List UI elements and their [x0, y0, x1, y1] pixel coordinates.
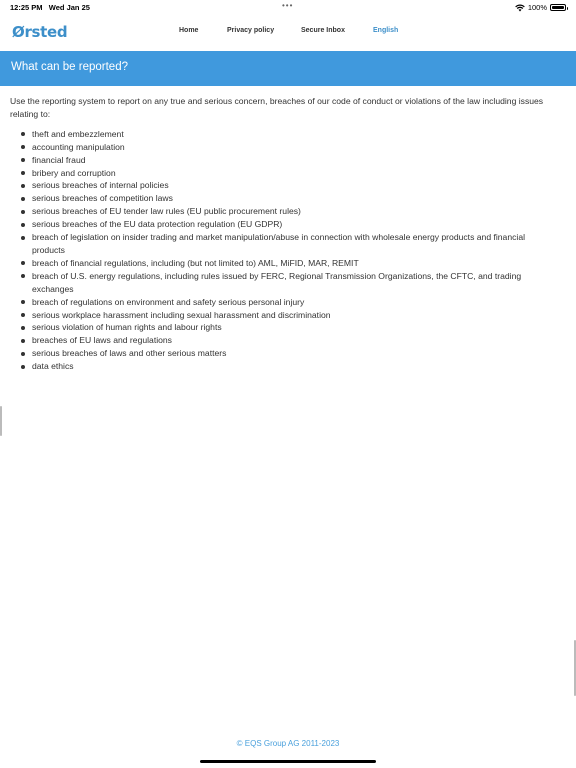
- list-item: serious breaches of competition laws: [10, 192, 558, 205]
- orsted-logo[interactable]: Ørsted: [12, 23, 68, 41]
- list-item: breach of U.S. energy regulations, including rules issued by FERC, Regional Transmission Organizations, the CFTC, and trading exchanges: [10, 270, 558, 296]
- list-item: data ethics: [10, 360, 558, 373]
- list-item: breaches of EU laws and regulations: [10, 334, 558, 347]
- intro-text: Use the reporting system to report on any true and serious concern, breaches of our code of conduct or violations of the law including issues relating to:: [10, 96, 544, 119]
- site-header: [0, 14, 576, 50]
- battery-percent: 100%: [527, 3, 547, 12]
- list-item: financial fraud: [10, 154, 558, 167]
- list-item: breach of financial regulations, including (but not limited to) AML, MiFID, MAR, REMIT: [10, 257, 558, 270]
- list-item: serious breaches of EU tender law rules (EU public procurement rules): [10, 205, 558, 218]
- list-item: bribery and corruption: [10, 167, 558, 180]
- list-item: serious workplace harassment including sexual harassment and discrimination: [10, 309, 558, 322]
- language-selector[interactable]: English: [373, 27, 399, 34]
- nav-privacy-policy-link[interactable]: Privacy policy: [227, 27, 275, 34]
- list-item: serious breaches of laws and other serious matters: [10, 347, 558, 360]
- status-time-date: 12:25 PM Wed Jan 25: [10, 3, 90, 12]
- home-indicator[interactable]: [200, 760, 376, 763]
- multitasking-dots[interactable]: •••: [282, 1, 294, 10]
- list-item: accounting manipulation: [10, 141, 558, 154]
- reportable-topics-list: [10, 128, 558, 373]
- nav-home-link[interactable]: Home: [179, 27, 199, 34]
- footer-copyright[interactable]: © EQS Group AG 2011-2023: [236, 739, 340, 748]
- list-item: serious breaches of internal policies: [10, 179, 558, 192]
- main-content: [10, 95, 558, 373]
- page-title: What can be reported?: [11, 61, 128, 73]
- status-bar: [0, 0, 576, 14]
- list-item: theft and embezzlement: [10, 128, 558, 141]
- nav-secure-inbox-link[interactable]: Secure Inbox: [301, 27, 345, 34]
- main-nav: [0, 27, 576, 39]
- left-edge-handle: [0, 406, 2, 436]
- list-item: serious breaches of the EU data protection regulation (EU GDPR): [10, 218, 558, 231]
- list-item: breach of legislation on insider trading and market manipulation/abuse in connection with wholesale energy products and financial products: [10, 231, 558, 257]
- list-item: serious violation of human rights and labour rights: [10, 321, 558, 334]
- page-title-banner: [0, 51, 576, 86]
- list-item: breach of regulations on environment and safety serious personal injury: [10, 296, 558, 309]
- battery-icon: [550, 4, 566, 11]
- status-indicators: [515, 3, 566, 12]
- wifi-icon: [515, 4, 525, 12]
